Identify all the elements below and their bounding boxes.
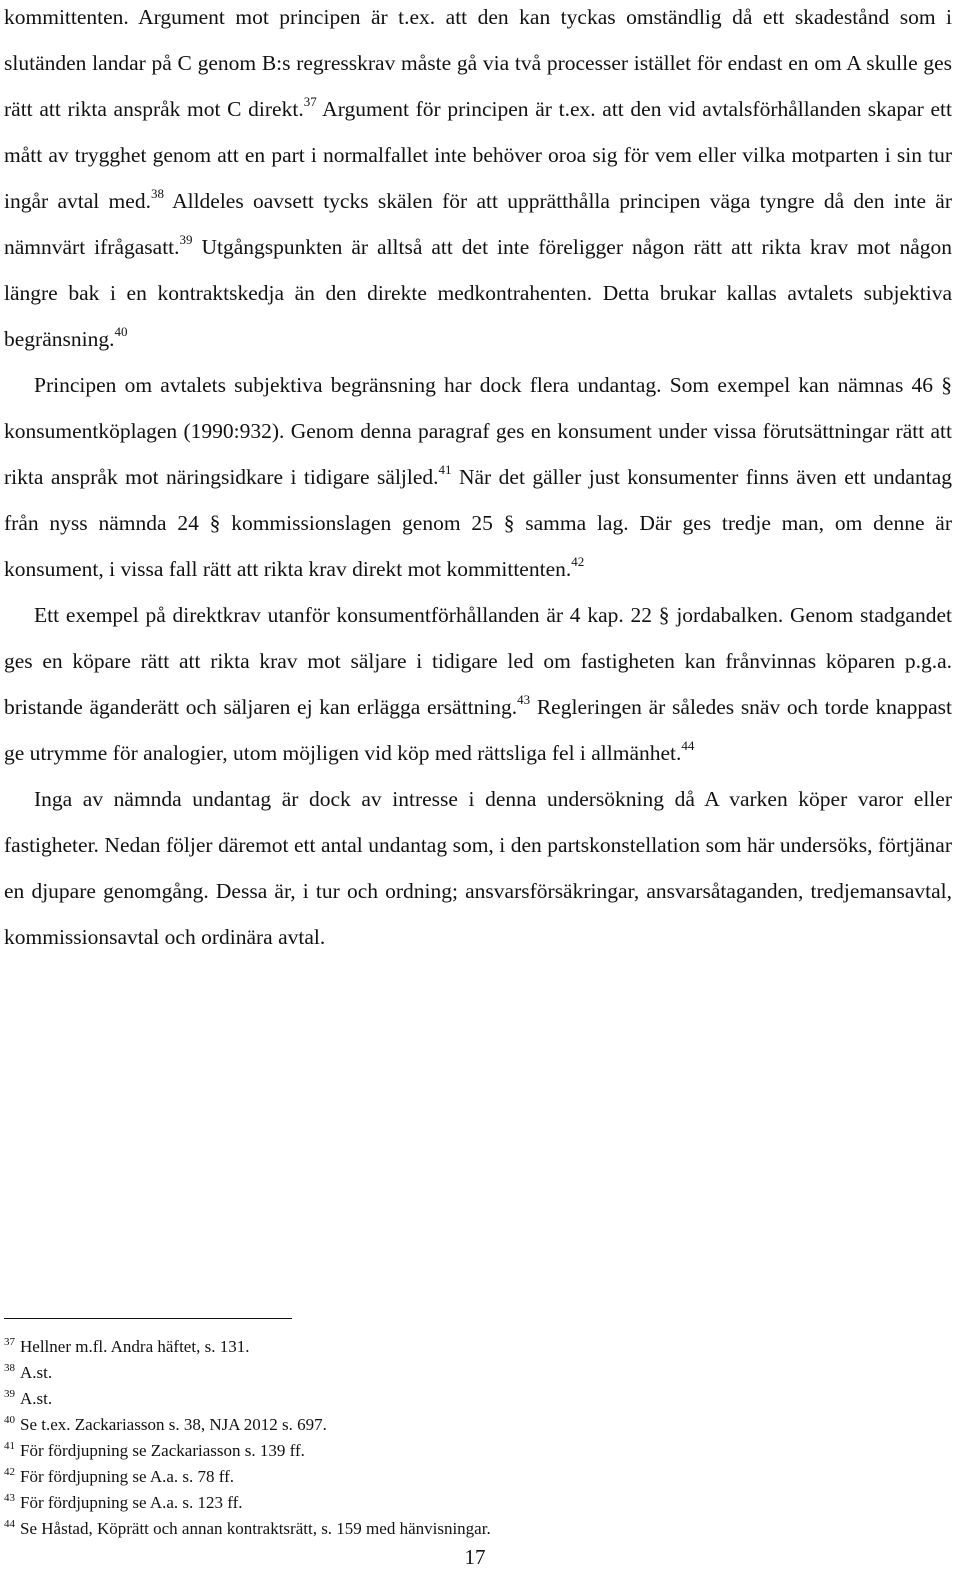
footnote-reference[interactable]: 41 — [438, 461, 452, 477]
footnote-number: 37 — [4, 1336, 15, 1349]
footnote-text: För fördjupning se A.a. s. 78 ff. — [20, 1467, 235, 1486]
footnote-number: 43 — [4, 1492, 15, 1505]
footnote — [4, 1516, 944, 1542]
footnote-reference[interactable]: 38 — [150, 185, 164, 201]
footnote — [4, 1464, 944, 1490]
footnote — [4, 1334, 944, 1360]
paragraph — [4, 0, 952, 362]
body-text — [4, 0, 952, 960]
paragraph — [4, 592, 952, 776]
footnote-number: 44 — [4, 1518, 15, 1531]
footnote-text: För fördjupning se A.a. s. 123 ff. — [20, 1493, 243, 1512]
paragraph-text: Argument för principen är t.ex. att den vid avtalsförhållanden skapar ett mått av trygghet genom att en part i normalfallet inte behöver oroa sig för vem eller vilka motparten i sin tur ingår avtal med. — [4, 97, 952, 213]
footnote-reference[interactable]: 40 — [114, 323, 128, 339]
paragraph — [4, 776, 952, 960]
footnote-text: Se Håstad, Köprätt och annan kontraktsrätt, s. 159 med hänvisningar. — [20, 1519, 491, 1538]
footnote-number: 40 — [4, 1414, 15, 1427]
paragraph-text: Principen om avtalets subjektiva begränsning har dock flera undantag. Som exempel kan nämnas 46 § konsumentköplagen (1990:932). Genom denna paragraf ges en konsument under vissa förutsättningar rätt att rikta anspråk mot näringsidkare i tidigare säljled. — [4, 373, 952, 489]
footnote — [4, 1360, 944, 1386]
footnote — [4, 1490, 944, 1516]
footnote-reference[interactable]: 37 — [303, 93, 317, 109]
footnote-number: 39 — [4, 1388, 15, 1401]
paragraph-text: kommittenten. Argument mot principen är t.ex. att den kan tyckas omständlig då ett skadestånd som i slutänden landar på C genom B:s regresskrav måste gå via två processer istället för endast en om A skulle ges rätt att rikta anspråk mot C direkt. — [4, 5, 952, 121]
paragraph-text: Utgångspunkten är alltså att det inte föreligger någon rätt att rikta krav mot någon längre bak i en kontraktskedja än den direkte medkontrahenten. Detta brukar kallas avtalets subjektiva begränsning. — [4, 235, 952, 351]
footnote-text: A.st. — [20, 1363, 53, 1382]
paragraph-text: Inga av nämnda undantag är dock av intresse i denna undersökning då A varken köper varor eller fastigheter. Nedan följer däremot ett antal undantag som, i den partskonstellation som här undersöks, förtjänar en djupare genomgång. Dessa är, i tur och ordning; ansvarsförsäkringar, ansvarsåtaganden, tredjemansavtal, kommissionsavtal och ordinära avtal. — [4, 787, 952, 949]
footnote-number: 42 — [4, 1466, 15, 1479]
footnote-reference[interactable]: 44 — [681, 737, 695, 753]
paragraph-text: Regleringen är således snäv och torde knappast ge utrymme för analogier, utom möjligen vid köp med rättsliga fel i allmänhet. — [4, 695, 952, 765]
footnote — [4, 1412, 944, 1438]
footnote-text: Se t.ex. Zackariasson s. 38, NJA 2012 s. 697. — [20, 1415, 327, 1434]
paragraph-text: Ett exempel på direktkrav utanför konsumentförhållanden är 4 kap. 22 § jordabalken. Genom stadgandet ges en köpare rätt att rikta krav mot säljare i tidigare led om fastigheten kan frånvinnas köparen p.g.a. bristande äganderätt och säljaren ej kan erlägga ersättning. — [4, 603, 952, 719]
footnote-reference[interactable]: 43 — [517, 691, 531, 707]
page-number: 17 — [464, 1545, 486, 1569]
footnote-text: A.st. — [20, 1389, 53, 1408]
footnote-reference[interactable]: 39 — [179, 231, 193, 247]
footnote-text: För fördjupning se Zackariasson s. 139 ff. — [20, 1441, 305, 1460]
paragraph-text: Alldeles oavsett tycks skälen för att upprätthålla principen väga tyngre då den inte är nämnvärt ifrågasatt. — [4, 189, 952, 259]
footnote-reference[interactable]: 42 — [571, 553, 585, 569]
footnote-number: 38 — [4, 1362, 15, 1375]
paragraph-text: När det gäller just konsumenter finns även ett undantag från nyss nämnda 24 § kommissionslagen genom 25 § samma lag. Där ges tredje man, om denne är konsument, i vissa fall rätt att rikta krav direkt mot kommittenten. — [4, 465, 952, 581]
paragraph — [4, 362, 952, 592]
footnote-text: Hellner m.fl. Andra häftet, s. 131. — [20, 1337, 250, 1356]
footnote — [4, 1438, 944, 1464]
footnote-divider — [4, 1318, 292, 1319]
footnotes — [4, 1334, 944, 1542]
footnote — [4, 1386, 944, 1412]
footnote-number: 41 — [4, 1440, 15, 1453]
